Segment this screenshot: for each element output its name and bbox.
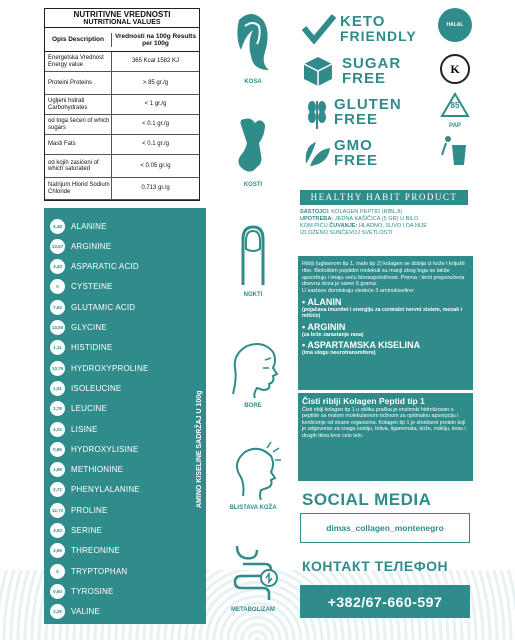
collagen-text: Čisti riblji kolagen tip 1 u obliku praška je enzimski hidrolizovan u peptide sa malom molekularnom težinom za optimalnu apsorpciju i korišćenje od strane organizma. Kolagen tip 1 je strukturni protein koji je odgovoran za snagu kostiju, tetiva, ligamenata, kože, noktiju, kose i drugih tkiva kroz celo telo. — [302, 406, 466, 439]
hair-item — [213, 12, 293, 85]
nutrition-subtitle: NUTRITIONAL VALUES — [45, 19, 199, 28]
amino-item — [50, 380, 121, 396]
checkmark-icon — [302, 14, 336, 44]
amino-item — [50, 401, 107, 417]
sugar-cube-icon — [302, 55, 334, 87]
ingredients-text: SASTOJCI: KOLAGEN PEPTID (RIBLJI) UPOTREBA: JEDNA KAŠIČICA (5 GR) U BILO KOM PIĆU ČUVANJE: HLADNO, SUVO I DA NIJE IZLOŽENO SUNČEVOJ SVETLOSTI — [300, 209, 428, 236]
bones-item — [213, 115, 293, 188]
description-panel — [298, 256, 473, 390]
nutrition-row — [45, 72, 199, 95]
amino-item — [50, 238, 111, 254]
nutrition-value: < 0.1 gr./g — [111, 135, 199, 154]
hair-icon — [231, 12, 275, 74]
amino-item — [50, 259, 139, 275]
label-kosa: KOSA — [244, 79, 262, 85]
col-values: Vrednosti na 100g Results per 100g — [111, 33, 199, 47]
amino-value-badge: 13,50 — [50, 320, 65, 335]
amino-value-badge: 1,51 — [50, 381, 65, 396]
amino-item — [50, 360, 148, 376]
alanin-title: • ALANIN — [302, 296, 342, 307]
amino-value-badge: 2,55 — [50, 543, 65, 558]
alanin-desc: (pojačava imunitet i energiju za centralni nervni sistem, mozak i mišiće) — [302, 306, 463, 320]
label-bore: BORE — [244, 403, 262, 409]
wrinkles-item — [213, 338, 293, 409]
amino-item — [50, 583, 114, 599]
amino-value-badge: 7,64 — [50, 300, 65, 315]
amino-value-badge: 2,78 — [50, 401, 65, 416]
amino-name: TRYPTOPHAN — [71, 566, 128, 576]
nutrition-value: 0.713 gr./g — [111, 178, 199, 199]
amino-value-badge: 3,93 — [50, 523, 65, 538]
label-metabolizam: METABOLIZAM — [231, 607, 275, 613]
amino-value-badge: 2,35 — [50, 604, 65, 619]
amino-item — [50, 441, 139, 457]
amino-item — [50, 299, 135, 315]
desc-intro2: U sastavu dominiraju sledeće 3 aminokiseline: — [302, 288, 415, 295]
nutrition-row — [45, 95, 199, 115]
halal-logo: HALAL — [438, 8, 472, 42]
nutrition-row — [45, 115, 199, 135]
amino-name: ARGININE — [71, 241, 112, 251]
gmo-badge: GMO FREE — [334, 137, 379, 169]
collagen-description-panel — [298, 393, 473, 481]
arginin-title: • ARGININ — [302, 321, 346, 332]
amino-item — [50, 421, 98, 437]
amino-name: ASPARATIC ACID — [71, 262, 139, 272]
amino-item — [50, 563, 127, 579]
wheat-icon — [304, 95, 330, 129]
healthy-habit-banner: HEALTHY HABIT PRODUCT — [300, 190, 468, 205]
amino-item — [50, 604, 100, 620]
face-glow-icon — [223, 440, 283, 500]
nutrition-label: Masti Fats — [48, 141, 76, 148]
label-kosti: KOSTI — [243, 182, 263, 188]
amino-name: HYDROXYPROLINE — [71, 363, 149, 373]
nutrition-row — [45, 52, 199, 72]
amino-value-badge: 5,48 — [50, 219, 65, 234]
amino-item — [50, 340, 112, 356]
nutrition-label: od kojih zasićeni of which saturated — [48, 159, 99, 172]
trash-bin-icon — [440, 135, 468, 167]
nutrition-value: < 1 gr./g — [111, 95, 199, 114]
contact-title: КОНТАКТ ТЕЛЕФОН — [302, 558, 449, 574]
amino-value-badge: 10,75 — [50, 361, 65, 376]
nutrition-title: NUTRITIVNE VREDNOSTI — [73, 10, 171, 19]
amino-name: HYDROXYLISINE — [71, 444, 139, 454]
amino-vertical-title: AMINO KISELINE SADRŽAJ U 100g — [196, 390, 203, 508]
amino-item — [50, 502, 108, 518]
nutrition-label: Energetska Vrednost Energy value — [48, 55, 104, 68]
sugar-badge: SUGAR FREE — [342, 55, 402, 87]
arginin-desc: (za brže zarastanje rana) — [302, 331, 364, 338]
amino-item — [50, 462, 123, 478]
amino-value-badge: 0 — [50, 279, 65, 294]
nutrition-label: Ugljeni hidrati Carbohydrates — [48, 98, 88, 111]
nails-item — [213, 225, 293, 298]
amino-value-badge: 3,40 — [50, 259, 65, 274]
amino-name: PHENYLALANINE — [71, 485, 140, 495]
nail-icon — [231, 225, 275, 287]
label-koza: BLISTAVA KOŽA — [229, 505, 277, 511]
social-handle[interactable]: dimas_collagen_montenegro — [300, 513, 470, 543]
aspartamska-title: • ASPARTAMSKA KISELINA — [302, 340, 421, 351]
nutrition-value: 365 Kcal 1582 KJ — [111, 52, 199, 71]
amino-name: LISINE — [71, 424, 98, 434]
amino-acid-panel — [44, 208, 206, 624]
amino-value-badge: 0,86 — [50, 442, 65, 457]
amino-name: PROLINE — [71, 505, 108, 515]
amino-item — [50, 320, 107, 336]
amino-value-badge: 1,11 — [50, 340, 65, 355]
col-description: Opis Description — [51, 36, 104, 43]
amino-name: SERINE — [71, 526, 102, 535]
amino-item — [50, 218, 107, 234]
amino-value-badge: 0 — [50, 564, 65, 579]
nutrition-header — [45, 28, 199, 52]
nutrition-label: Natrijum Hlorid Sodium Chloride — [48, 182, 110, 195]
amino-name: GLUTAMIC ACID — [71, 302, 136, 312]
nutrition-row — [45, 178, 199, 200]
nutrition-value: < 0.05 gr./g — [111, 155, 199, 177]
keto-badge: KETO FRIENDLY — [340, 13, 417, 44]
nutrition-row — [45, 155, 199, 178]
skin-item — [213, 440, 293, 511]
nutrition-label: Proteini Proteins — [48, 79, 93, 86]
label-nokti: NOKTI — [243, 292, 263, 298]
amino-name: VALINE — [71, 607, 101, 617]
nutrition-value: > 85 gr./g — [111, 72, 199, 94]
amino-name: ALANINE — [71, 221, 107, 231]
amino-name: THREONINE — [71, 546, 120, 556]
amino-name: LEUCINE — [71, 404, 108, 414]
pap-recycle-logo: 85 PAP — [438, 92, 472, 129]
amino-item — [50, 543, 120, 559]
amino-name: CYSTEINE — [71, 282, 113, 292]
amino-value-badge: 1,88 — [50, 462, 65, 477]
amino-name: HISTIDINE — [71, 343, 113, 353]
phone-number[interactable]: +382/67-660-597 — [300, 585, 470, 618]
amino-value-badge: 13,57 — [50, 239, 65, 254]
amino-name: GLYCINE — [71, 323, 107, 332]
face-profile-icon — [223, 338, 283, 398]
kosher-logo: K — [440, 54, 470, 84]
amino-name: TYROSINE — [71, 586, 114, 596]
social-media-title: SOCIAL MEDIA — [302, 490, 432, 509]
amino-name: METHIONINE — [71, 465, 124, 475]
gluten-badge: GLUTEN FREE — [334, 96, 402, 128]
intestine-icon — [223, 540, 283, 602]
amino-value-badge: 0,50 — [50, 584, 65, 599]
nutrition-value: < 0.1 gr./g — [111, 115, 199, 134]
amino-value-badge: 4,03 — [50, 422, 65, 437]
nutrition-label: od toga šećeri of which sugars — [48, 118, 110, 131]
amino-item — [50, 279, 113, 295]
metabolism-item — [213, 540, 293, 613]
aspartamska-desc: (ima ulogu neurotransmitera) — [302, 350, 376, 357]
desc-intro: Riblji (uglavnom tip 1, malo tip 2) kolagen se dobija iz kože i krljušti ribe. Biološkim peptidni molekuli su manji zbog toga se lakše apsorbuju i imaju veću bioraspoloživost. Prema : temi preporučena dnevna doza je samo 5 grama. — [302, 261, 465, 288]
collagen-title: Čisti riblji Kolagen Peptid tip 1 — [302, 396, 425, 406]
bone-icon — [231, 115, 275, 177]
amino-name: ISOLEUCINE — [71, 383, 122, 393]
leaf-icon — [302, 138, 332, 168]
nutrition-table — [44, 8, 200, 201]
amino-item — [50, 523, 102, 539]
amino-item — [50, 482, 140, 498]
amino-value-badge: 12,73 — [50, 503, 65, 518]
nutrition-row — [45, 135, 199, 155]
amino-value-badge: 2,72 — [50, 482, 65, 497]
